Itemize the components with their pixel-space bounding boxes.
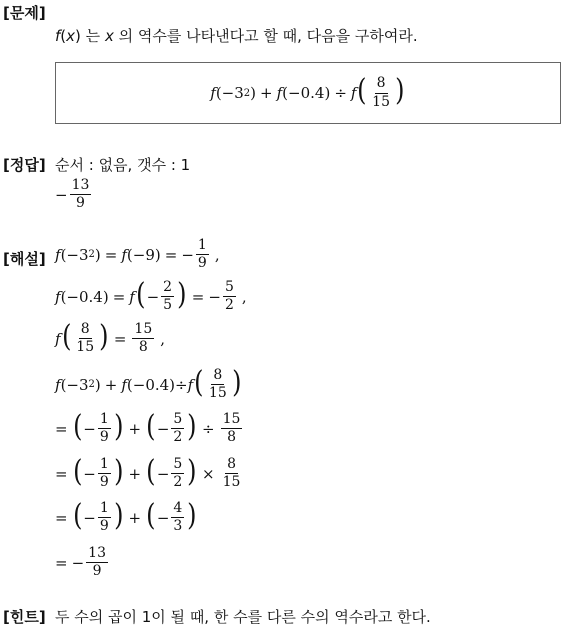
solution-line-5: = ( − $\frac{1}{9}$ ) + ( − $\frac{5}{2}$ ) ÷ $\frac{15}{8}$ xyxy=(55,408,241,446)
answer-value: − $\frac{13}{9}$ xyxy=(55,177,90,212)
answer-meta: 순서 : 없음, 갯수 : 1 xyxy=(55,156,191,174)
problem-statement: f(x) 는 x 의 역수를 나타낸다고 할 때, 다음을 구하여라. xyxy=(55,27,418,45)
solution-line-3: f ( $\frac{8}{15}$ ) = $\frac{15}{8}$ , xyxy=(55,318,166,356)
answer-header: [정답] xyxy=(3,156,46,174)
problem-expression: f (−3 2 ) + f (−0.4) ÷ f ( $\frac{8}{15}$ ) xyxy=(210,73,405,110)
fraction-8-15: $\frac{8}{15}$ xyxy=(372,75,390,110)
solution-line-1: f (−3 2 ) = f (−9) = − $\frac{1}{9}$ , xyxy=(55,237,220,272)
f-symbol: f xyxy=(55,27,61,45)
solution-line-2: f (−0.4) = f ( − $\frac{2}{5}$ ) = − $\frac{5}{2}$ , xyxy=(55,276,247,314)
x-symbol: x xyxy=(66,27,76,45)
problem-text-a: 는 xyxy=(85,27,101,45)
x-symbol-2: x xyxy=(104,27,114,45)
solution-line-6: = ( − $\frac{1}{9}$ ) + ( − $\frac{5}{2}$ ) × $\frac{8}{15}$ xyxy=(55,453,241,491)
hint-header: [힌트] xyxy=(3,608,46,626)
solution-line-7: = ( − $\frac{1}{9}$ ) + ( − $\frac{4}{3}$ ) xyxy=(55,497,197,535)
solution-line-8: = − $\frac{13}{9}$ xyxy=(55,545,106,580)
problem-expression-box xyxy=(55,62,561,124)
problem-header: [문제] xyxy=(3,4,46,22)
problem-text-b: 의 역수를 나타낸다고 할 때, 다음을 구하여라. xyxy=(118,27,418,45)
hint-text: 두 수의 곱이 1이 될 때, 한 수를 다른 수의 역수라고 한다. xyxy=(55,608,431,626)
solution-line-4: f (−3 2 ) + f (−0.4) ÷ f ( $\frac{8}{15}$ ) xyxy=(55,364,242,402)
solution-header: [해설] xyxy=(3,250,46,268)
